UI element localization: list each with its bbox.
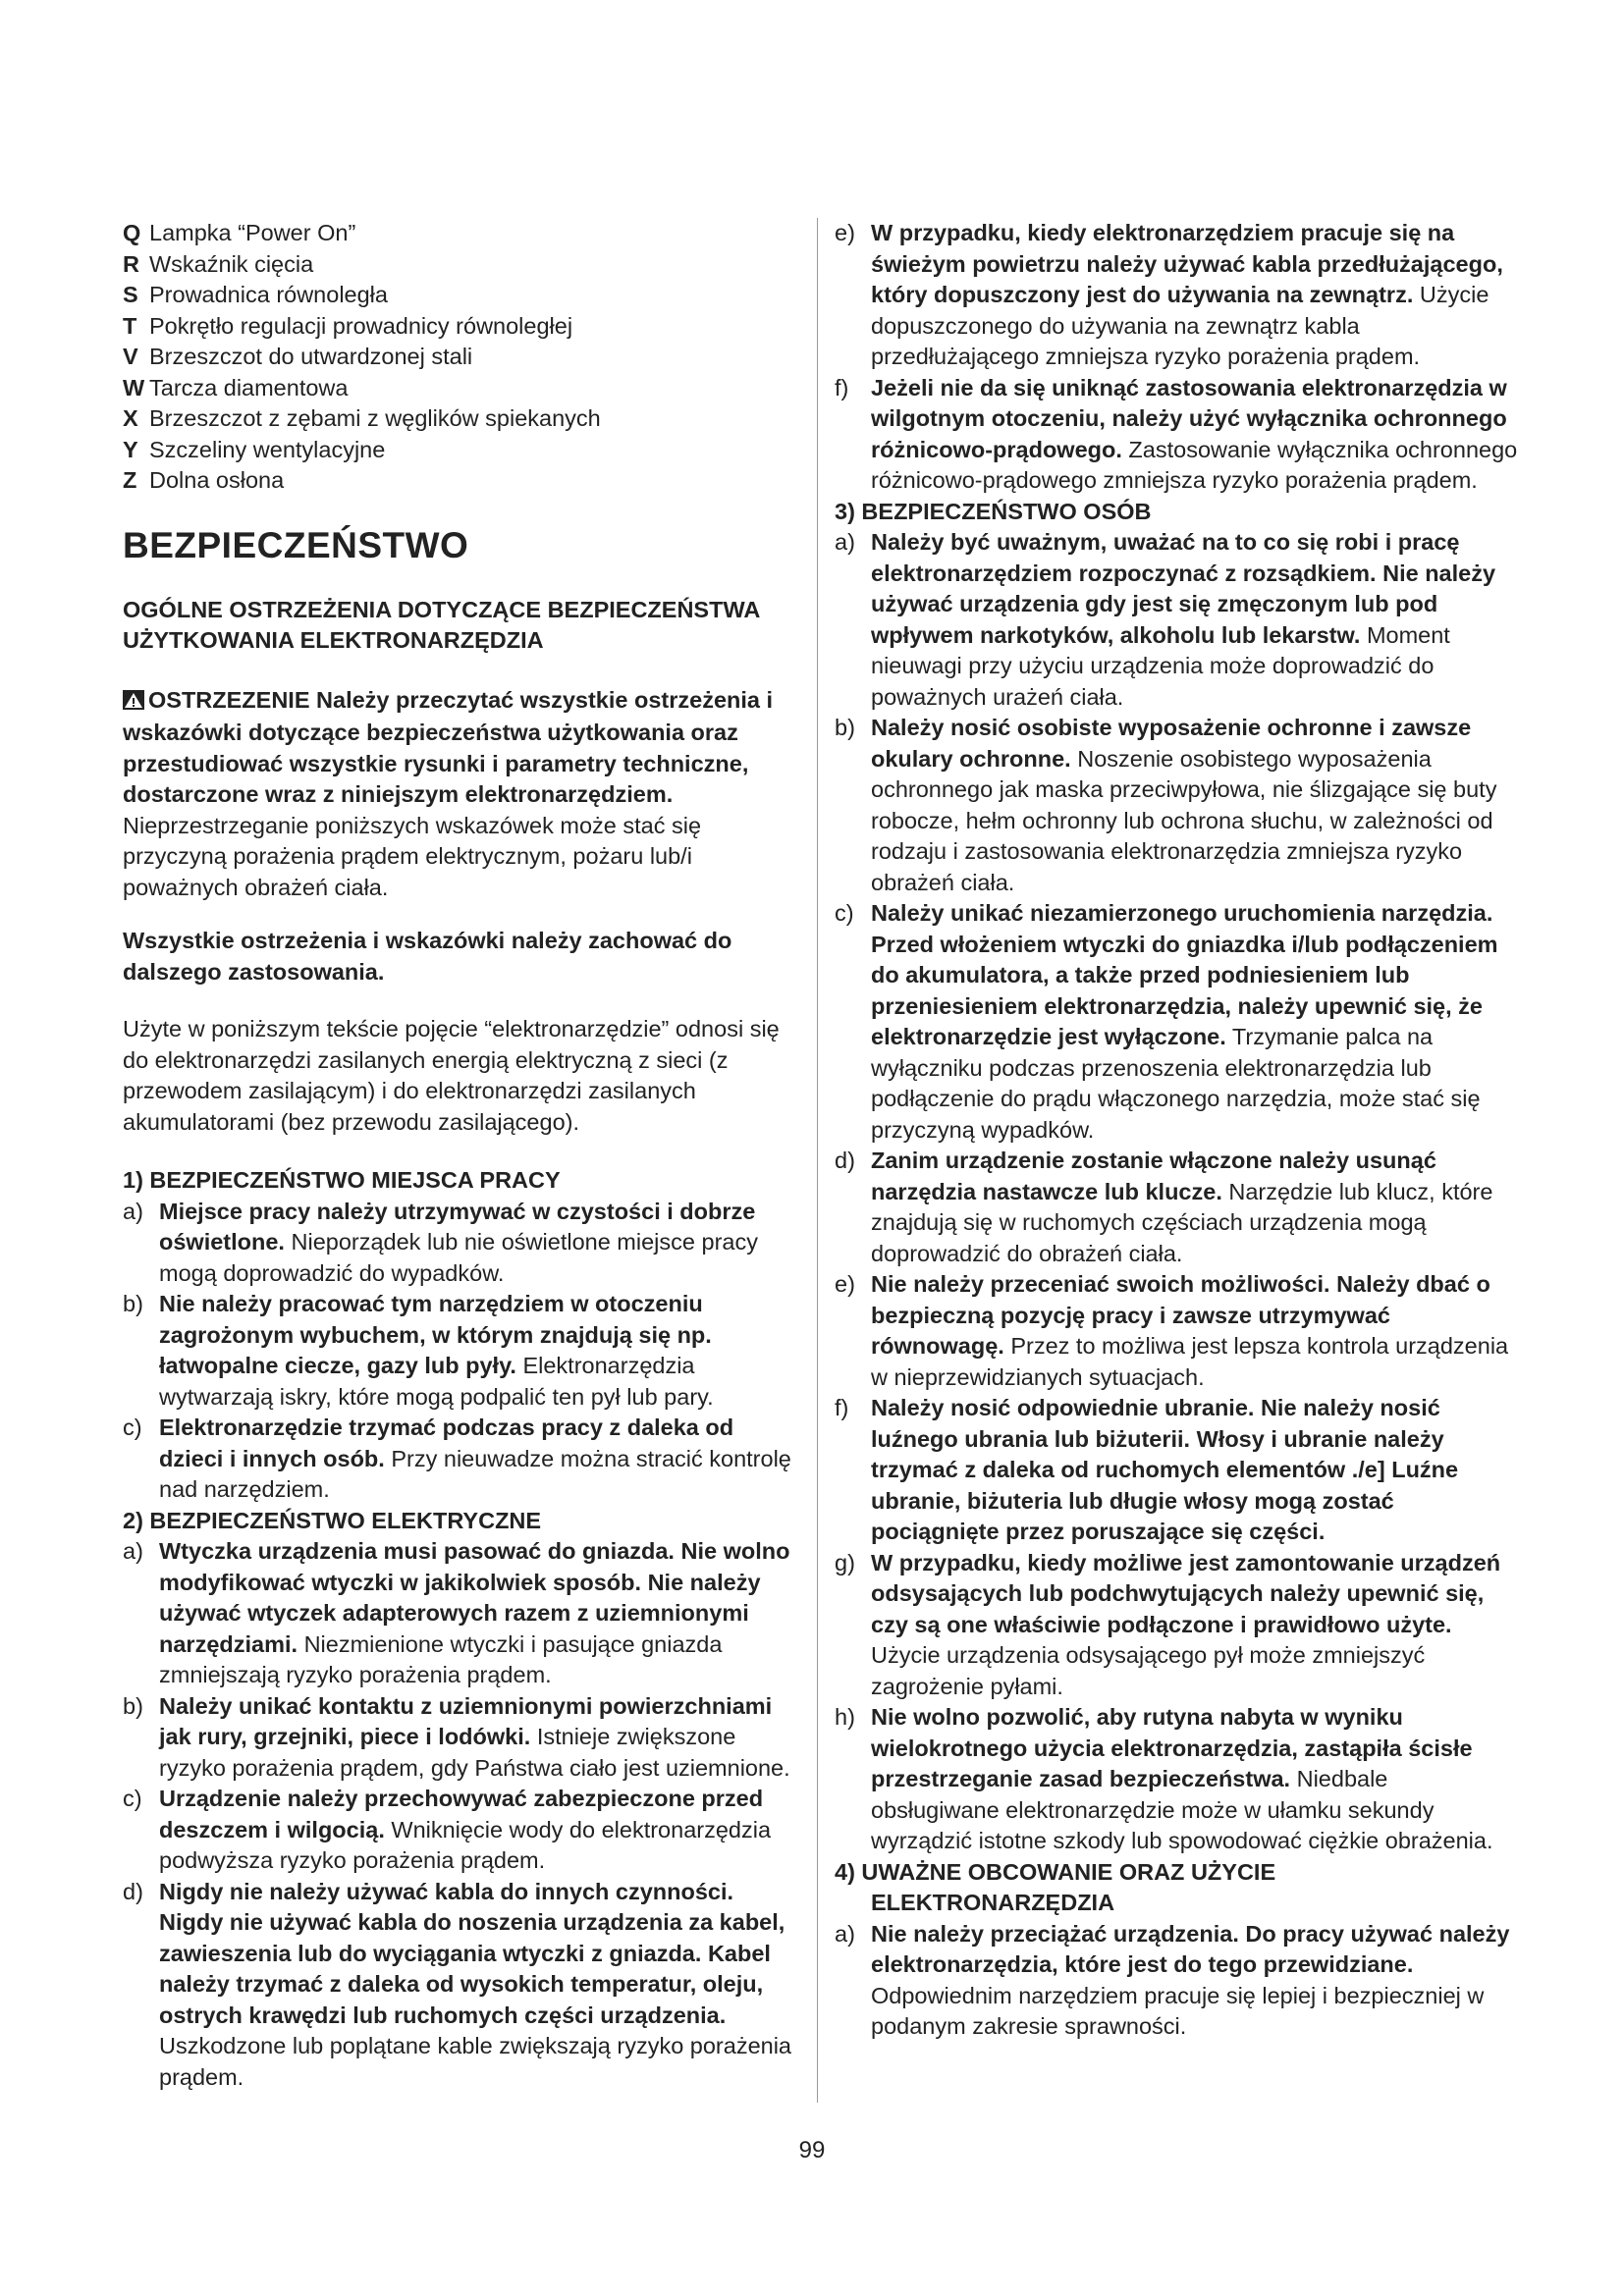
parts-legend	[123, 218, 800, 497]
warning-paragraph	[123, 685, 800, 904]
item-bold-text: Należy unikać niezamierzonego uruchomienia narzędzia. Przed włożeniem wtyczki do gniazdka i/lub podłączeniem do akumulatora, a także przed podniesieniem lub przeniesieniem elektronarzędzia, należy upewnić się, że elektronarzędzie jest wyłączone.	[871, 900, 1498, 1049]
item-text: Istnieje zwiększone ryzyko porażenia prądem, gdy Państwa ciało jest uziemnione.	[159, 1724, 790, 1781]
section-4-items	[835, 1919, 1522, 2043]
item-text: Zastosowanie wyłącznika ochronnego różnicowo-prądowego zmniejsza ryzyko porażenia prądem.	[871, 436, 1518, 493]
column-divider	[817, 218, 818, 2103]
item-label: f)	[835, 374, 849, 400]
page-number: 99	[798, 2137, 826, 2163]
legend-item	[123, 342, 800, 373]
warning-triangle-icon	[123, 687, 144, 719]
item-text: Niezmienione wtyczki i pasujące gniazda zmniejszają ryzyko porażenia prądem.	[159, 1630, 723, 1687]
item-label: a)	[123, 1538, 143, 1564]
safety-item	[835, 1548, 1522, 1703]
left-column	[123, 218, 800, 2093]
item-label: b)	[123, 1692, 143, 1719]
item-label: d)	[835, 1148, 855, 1173]
item-bold-text: W przypadku, kiedy możliwe jest zamontowanie urządzeń odsysających lub podchwytujących należy upewnić się, czy są one właściwie podłączone i prawidłowo użyte.	[871, 1549, 1501, 1637]
legend-item	[123, 373, 800, 404]
item-text: Elektronarzędzia wytwarzają iskry, które mogą podpalić ten pył lub pary.	[159, 1353, 714, 1410]
legend-text: Brzeszczot z zębami z węglików spiekanych	[149, 405, 601, 431]
legend-letter: V	[123, 344, 138, 369]
item-text: Przez to możliwa jest lepsza kontrola urządzenia w nieprzewidzianych sytuacjach.	[871, 1333, 1509, 1390]
item-bold-text: Nie należy przeciążać urządzenia. Do pracy używać należy elektronarzędzia, które jest do tego przewidziane.	[871, 1920, 1510, 1977]
legend-letter: T	[123, 312, 137, 339]
safety-item	[835, 1702, 1522, 1857]
item-label: c)	[123, 1415, 142, 1440]
section-3-items	[835, 527, 1522, 1857]
legend-letter: Z	[123, 467, 137, 493]
legend-item	[123, 311, 800, 343]
legend-text: Tarcza diamentowa	[149, 374, 349, 400]
keep-note: Wszystkie ostrzeżenia i wskazówki należy zachować do dalszego zastosowania.	[123, 928, 732, 985]
item-bold-text: W przypadku, kiedy elektronarzędziem pracuje się na świeżym powietrzu należy używać kabla przedłużającego, który dopuszczony jest do używania na zewnątrz.	[871, 220, 1503, 307]
legend-letter: Y	[123, 436, 138, 462]
item-bold-text: Nie wolno pozwolić, aby rutyna nabyta w wyniku wielokrotnego użycia elektronarzędzia, zastąpiła ścisłe przestrzeganie zasad bezpieczeństwa.	[871, 1704, 1473, 1791]
item-label: a)	[123, 1198, 143, 1224]
item-label: e)	[835, 220, 855, 245]
legend-item	[123, 280, 800, 311]
safety-item	[835, 1393, 1522, 1548]
safety-item	[835, 1919, 1522, 2043]
item-label: c)	[123, 1786, 142, 1811]
warning-bold-text: OSTRZEZENIE Należy przeczytać wszystkie ostrzeżenia i wskazówki dotyczące bezpieczeństwa użytkowania oraz przestudiować wszystkie rysunki i parametry techniczne, dostarczone wraz z niniejszym elektronarzędziem.	[123, 686, 774, 807]
item-label: b)	[835, 715, 855, 740]
item-label: e)	[835, 1271, 855, 1297]
section-1-items	[123, 1197, 800, 1506]
item-bold-text: Należy nosić odpowiednie ubranie. Nie należy nosić luźnego ubrania lub biżuterii. Włosy i ubranie należy trzymać z daleka od ruchomych elementów ./e] Luźne ubranie, biżuteria lub długie włosy mogą zostać pociągnięte przez poruszające się części.	[871, 1395, 1459, 1544]
item-bold-text: Należy być uważnym, uważać na to co się robi i pracę elektronarzędziem rozpoczynać z rozsądkiem. Nie należy używać urządzenia gdy jest się zmęczonym lub pod wpływem narkotyków, alkoholu lub lekarstw.	[871, 529, 1496, 648]
legend-letter: S	[123, 282, 138, 307]
legend-letter: X	[123, 405, 138, 431]
item-text: Niedbale obsługiwane elektronarzędzie może w ułamku sekundy wyrządzić istotne szkody lub spowodować ciężkie obrażenia.	[871, 1766, 1493, 1853]
item-bold-text: Urządzenie należy przechowywać zabezpieczone przed deszczem i wilgocią.	[159, 1786, 764, 1842]
item-text: Noszenie osobistego wyposażenia ochronnego jak maska przeciwpyłowa, nie ślizgające się buty robocze, hełm ochronny lub ochrona słuchu, w zależności od rodzaju i zastosowania elektronarzędzia zmniejsza ryzyko obrażeń ciała.	[871, 745, 1497, 895]
section-4-heading: 4) UWAŻNE OBCOWANIE ORAZ UŻYCIE ELEKTRONARZĘDZIA	[835, 1858, 1276, 1915]
safety-item	[123, 1289, 800, 1413]
item-label: d)	[123, 1878, 143, 1904]
legend-text: Prowadnica równoległa	[149, 282, 388, 307]
item-bold-text: Należy unikać kontaktu z uziemnionymi powierzchniami jak rury, grzejniki, piece i lodówki.	[159, 1692, 773, 1749]
item-label: a)	[835, 1920, 855, 1947]
item-text: Wniknięcie wody do elektronarzędzia podwyższa ryzyko porażenia prądem.	[159, 1816, 772, 1873]
safety-item	[123, 1877, 800, 2094]
legend-text: Szczeliny wentylacyjne	[149, 436, 386, 462]
safety-item	[835, 373, 1522, 497]
warning-text: Nieprzestrzeganie poniższych wskazówek może stać się przyczyną porażenia prądem elektrycznym, pożaru lub/i poważnych obrażeń ciała.	[123, 812, 702, 900]
item-label: b)	[123, 1291, 143, 1316]
legend-item	[123, 218, 800, 249]
item-text: Narzędzie lub klucz, które znajdują się w ruchomych częściach urządzenia mogą doprowadzić do obrażeń ciała.	[871, 1178, 1493, 1266]
legend-item	[123, 465, 800, 497]
legend-item	[123, 249, 800, 281]
item-bold-text: Miejsce pracy należy utrzymywać w czystości i dobrze oświetlone.	[159, 1198, 756, 1255]
item-bold-text: Elektronarzędzie trzymać podczas pracy z daleka od dzieci i innych osób.	[159, 1415, 734, 1471]
item-text: Przy nieuwadze można stracić kontrolę nad narzędziem.	[159, 1445, 791, 1502]
item-label: g)	[835, 1549, 855, 1575]
right-column	[835, 218, 1522, 2043]
subsection-title: OGÓLNE OSTRZEŻENIA DOTYCZĄCE BEZPIECZEŃSTWA UŻYTKOWANIA ELEKTRONARZĘDZIA	[123, 596, 760, 653]
item-label: h)	[835, 1704, 855, 1730]
safety-item	[123, 1413, 800, 1506]
safety-item	[123, 1784, 800, 1877]
section-3-heading: 3) BEZPIECZEŃSTWO OSÓB	[835, 498, 1152, 524]
safety-item	[835, 218, 1522, 373]
section-title: BEZPIECZEŃSTWO	[123, 524, 469, 565]
legend-letter: R	[123, 250, 139, 277]
safety-item	[835, 1146, 1522, 1269]
legend-text: Pokrętło regulacji prowadnicy równoległej	[149, 312, 573, 339]
legend-letter: Q	[123, 220, 141, 245]
definition-paragraph: Użyte w poniższym tekście pojęcie “elektronarzędzie” odnosi się do elektronarzędzi zasilanych energią elektryczną z sieci (z przewodem zasilającym) i do elektronarzędzi zasilanych akumulatorami (bez przewodu zasilającego).	[123, 1016, 780, 1135]
section-2-heading: 2) BEZPIECZEŃSTWO ELEKTRYCZNE	[123, 1507, 542, 1533]
safety-item	[835, 527, 1522, 713]
legend-item	[123, 435, 800, 466]
item-label: a)	[835, 529, 855, 555]
safety-item	[835, 898, 1522, 1146]
item-label: c)	[835, 900, 854, 926]
safety-item	[123, 1197, 800, 1290]
item-bold-text: Nie należy przeceniać swoich możliwości. Należy dbać o bezpieczną pozycję pracy i zawsze utrzymywać równowagę.	[871, 1271, 1490, 1359]
legend-text: Brzeszczot do utwardzonej stali	[149, 344, 473, 369]
section-2-items-right	[835, 218, 1522, 497]
item-text: Użycie urządzenia odsysającego pył może zmniejszyć zagrożenie pyłami.	[871, 1642, 1426, 1699]
legend-item	[123, 403, 800, 435]
safety-item	[835, 713, 1522, 898]
item-text: Moment nieuwagi przy użyciu urządzenia może doprowadzić do poważnych urażeń ciała.	[871, 621, 1450, 710]
item-bold-text: Nie należy pracować tym narzędziem w otoczeniu zagrożonym wybuchem, w którym znajdują się np. łatwopalne ciecze, gazy lub pyły.	[159, 1291, 712, 1378]
legend-text: Wskaźnik cięcia	[149, 250, 314, 277]
legend-text: Dolna osłona	[149, 467, 285, 493]
item-label: f)	[835, 1395, 849, 1420]
item-bold-text: Zanim urządzenie zostanie włączone należy usunąć narzędzia nastawcze lub klucze.	[871, 1148, 1436, 1204]
legend-letter: W	[123, 374, 145, 400]
item-text: Nieporządek lub nie oświetlone miejsce pracy mogą doprowadzić do wypadków.	[159, 1229, 758, 1286]
item-text: Uszkodzone lub poplątane kable zwiększają ryzyko porażenia prądem.	[159, 2033, 792, 2090]
item-text: Odpowiednim narzędziem pracuje się lepiej i bezpieczniej w podanym zakresie sprawności.	[871, 1982, 1485, 2039]
safety-item	[123, 1691, 800, 1785]
section-2-items-left	[123, 1536, 800, 2093]
item-bold-text: Wtyczka urządzenia musi pasować do gniazda. Nie wolno modyfikować wtyczki w jakikolwiek sposób. Nie należy używać wtyczek adapterowych razem z uziemnionymi narzędziami.	[159, 1538, 790, 1657]
legend-text: Lampka “Power On”	[149, 220, 356, 245]
safety-item	[835, 1269, 1522, 1393]
safety-item	[123, 1536, 800, 1691]
item-bold-text: Nigdy nie należy używać kabla do innych czynności. Nigdy nie używać kabla do noszenia urządzenia za kabel, zawieszenia lub do wyciągania wtyczki z gniazda. Kabel należy trzymać z daleka od wysokich temperatur, oleju, ostrych krawędzi lub ruchomych części urządzenia.	[159, 1878, 785, 2028]
item-bold-text: Jeżeli nie da się uniknąć zastosowania elektronarzędzia w wilgotnym otoczeniu, należy użyć wyłącznika ochronnego różnicowo-prądowego.	[871, 374, 1507, 462]
item-text: Użycie dopuszczonego do używania na zewnątrz kabla przedłużającego zmniejsza ryzyko porażenia prądem.	[871, 282, 1489, 369]
section-1-heading: 1) BEZPIECZEŃSTWO MIEJSCA PRACY	[123, 1167, 561, 1193]
item-bold-text: Należy nosić osobiste wyposażenie ochronne i zawsze okulary ochronne.	[871, 715, 1472, 772]
item-text: Trzymanie palca na wyłączniku podczas przenoszenia elektronarzędzia lub podłączenie do prądu włączonego narzędzia, może stać się przyczyną wypadków.	[871, 1024, 1481, 1143]
